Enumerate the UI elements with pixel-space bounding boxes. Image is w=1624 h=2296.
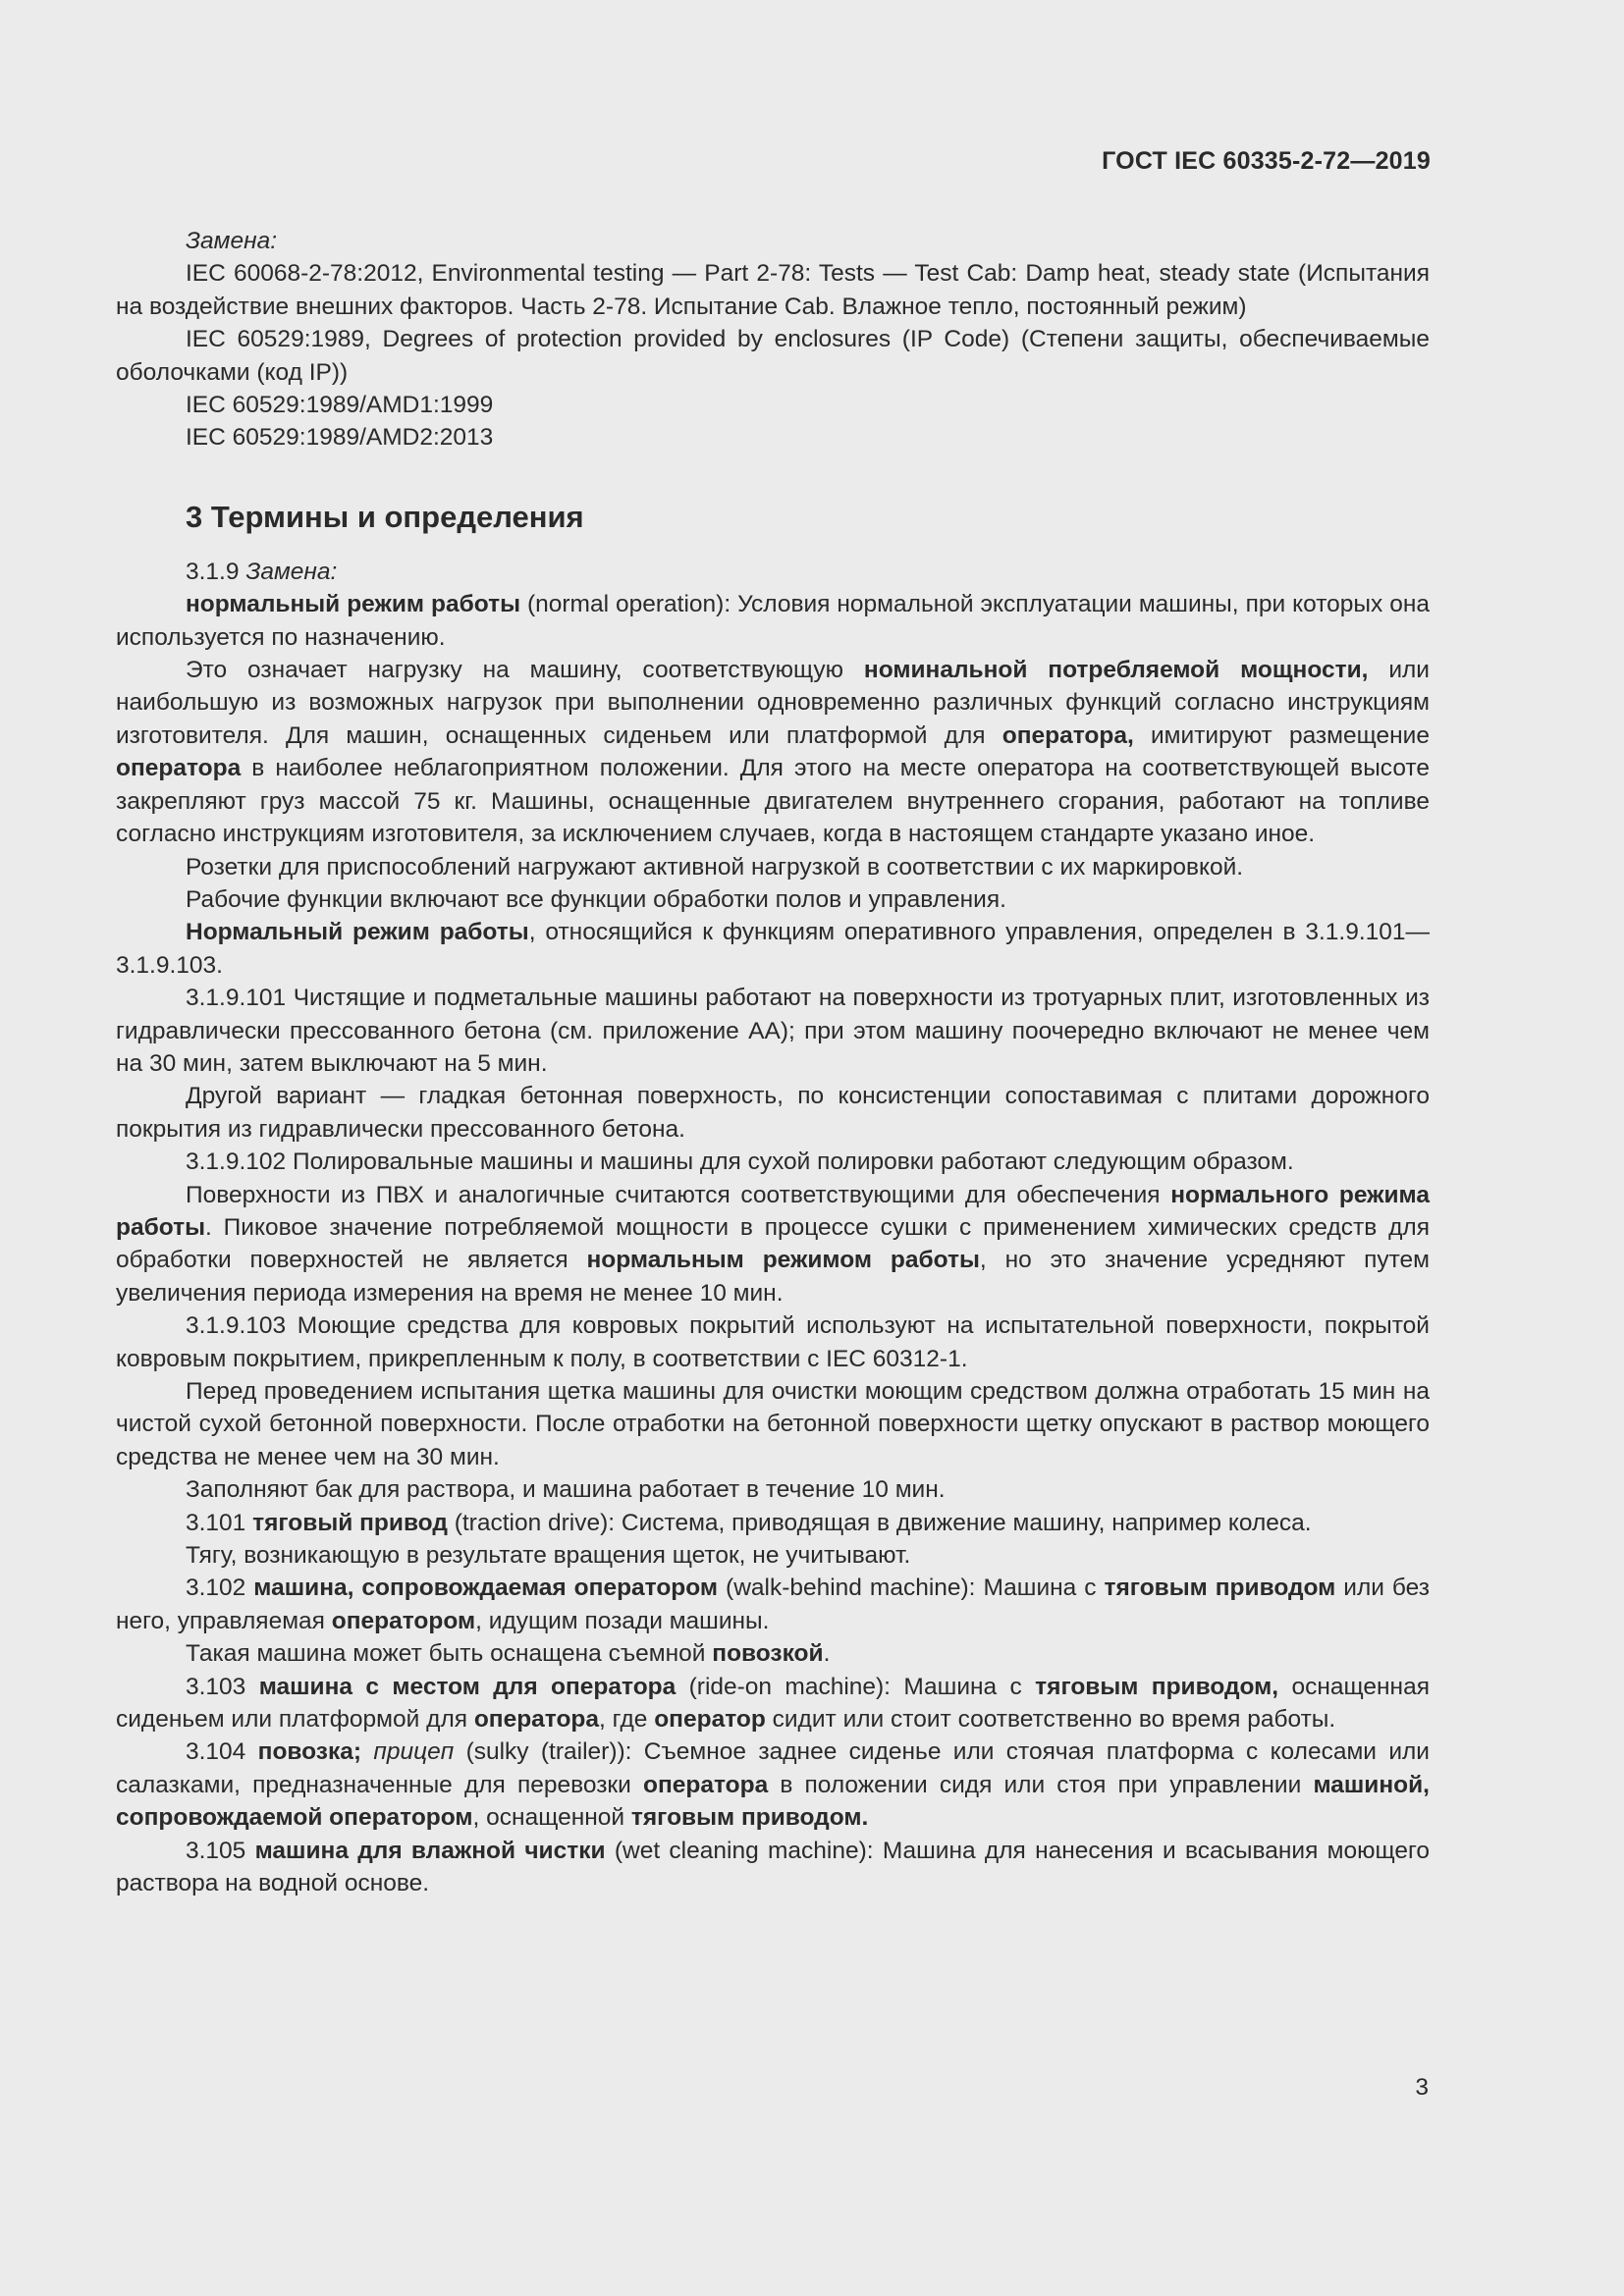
body-paragraph <box>116 1507 1430 1539</box>
text-run: или без него, управляемая <box>116 1575 1430 1634</box>
text-run: (ride-on machine): Машина с <box>676 1673 1036 1700</box>
defined-term: нормальный режим работы <box>186 591 521 618</box>
text-run: Заполняют бак для раствора, и машина работает в течение 10 мин. <box>186 1476 946 1504</box>
text-run: в наиболее неблагоприятном положении. Для этого на месте оператора на соответствующей высоте закрепляют груз массой 75 кг. Машины, оснащенные двигателем внутреннего сгорания, работают на топливе согласно инструкциям изготовителя, за исключением случаев, когда в настоящем стандарте указано иное. <box>116 755 1430 848</box>
text-run: Розетки для приспособлений нагружают активной нагрузкой в соответствии с их маркировкой. <box>186 853 1244 881</box>
body-paragraph <box>116 1539 1430 1572</box>
body-paragraph <box>116 556 1430 588</box>
text-run: Поверхности из ПВХ и аналогичные считаются соответствующими для обеспечения <box>186 1181 1171 1208</box>
body-paragraph <box>116 1080 1430 1146</box>
replacement-item: IEC 60068-2-78:2012, Environmental testing — Part 2-78: Tests — Test Cab: Damp heat, steady state (Испытания на воздействие внешних факторов. Часть 2-78. Испытание Cab. Влажное тепло, постоянный режим) <box>116 260 1430 320</box>
body-paragraph <box>116 1835 1430 1900</box>
text-run: , оснащенной <box>472 1804 631 1832</box>
body-paragraph <box>116 1146 1430 1178</box>
section-heading: 3 Термины и определения <box>186 499 584 534</box>
text-run: , где <box>599 1706 655 1734</box>
defined-term: повозка; <box>257 1738 362 1766</box>
text-run: Это означает нагрузку на машину, соответствующую <box>186 657 864 684</box>
defined-term: оператором <box>331 1607 476 1634</box>
text-run: 3.105 <box>186 1837 255 1864</box>
text-run: в положении сидя или стоя при управлении <box>768 1771 1314 1798</box>
body-paragraph <box>116 916 1430 982</box>
body-paragraph <box>116 1637 1430 1670</box>
body-paragraph <box>116 1179 1430 1310</box>
text-run: (wet cleaning machine): Машина для нанесения и всасывания моющего раствора на водной основе. <box>116 1837 1430 1897</box>
text-run: , идущим позади машины. <box>475 1607 770 1634</box>
text-run: . <box>823 1640 831 1668</box>
defined-term: оператора <box>473 1706 600 1734</box>
replacement-item: IEC 60529:1989/AMD1:1999 <box>186 392 494 419</box>
body-paragraph <box>116 1572 1430 1637</box>
defined-term: номинальной потребляемой мощности, <box>863 657 1369 684</box>
text-run: Тягу, возникающую в результате вращения щеток, не учитывают. <box>186 1542 911 1570</box>
defined-term: нормального режима работы <box>116 1181 1430 1241</box>
text-run: Такая машина может быть оснащена съемной <box>186 1640 713 1668</box>
text-run: . Пиковое значение потребляемой мощности в процессе сушки с применением химических средств для обработки поверхностей не является <box>116 1213 1430 1274</box>
defined-term: нормальным режимом работы <box>586 1247 980 1274</box>
text-run: оснащенная сиденьем или платформой для <box>116 1673 1430 1734</box>
defined-term: тяговым приводом. <box>630 1804 869 1832</box>
defined-term: тяговым приводом, <box>1035 1673 1279 1700</box>
text-run: 3.101 <box>186 1509 253 1536</box>
text-run: 3.1.9.102 Полировальные машины и машины для сухой полировки работают следующим образом. <box>186 1148 1294 1176</box>
document-header: ГОСТ IEC 60335-2-72—2019 <box>1102 147 1431 175</box>
text-run: 3.1.9.103 Моющие средства для ковровых покрытий используют на испытательной поверхности, покрытой ковровым покрытием, прикрепленным к полу, в соответствии с IEC 60312-1. <box>116 1312 1430 1372</box>
replacement-item: IEC 60529:1989/AMD2:2013 <box>186 424 494 452</box>
body-paragraph <box>116 851 1430 883</box>
body-paragraph <box>116 654 1430 850</box>
defined-term: машиной, сопровождаемой оператором <box>116 1771 1430 1832</box>
defined-term: оператора, <box>1001 721 1134 749</box>
text-run <box>361 1738 373 1765</box>
text-run: Другой вариант — гладкая бетонная поверхность, по консистенции сопоставимая с плитами дорожного покрытия из гидравлически прессованного бетона. <box>116 1083 1430 1143</box>
page-body <box>116 225 1430 1900</box>
text-run: (normal operation): Условия нормальной эксплуатации машины, при которых она используется по назначению. <box>116 591 1431 651</box>
replacement-item: IEC 60529:1989, Degrees of protection provided by enclosures (IP Code) (Степени защиты, обеспечиваемые оболочками (код IP)) <box>116 326 1430 386</box>
definitions-list <box>116 556 1430 1900</box>
defined-term: тяговым приводом <box>1104 1575 1336 1602</box>
body-paragraph <box>116 883 1430 916</box>
body-paragraph <box>116 1671 1430 1736</box>
text-run: , но это значение усредняют путем увеличения периода измерения на время не менее 10 мин. <box>116 1247 1431 1307</box>
text-run: 3.1.9.101 Чистящие и подметальные машины работают на поверхности из тротуарных плит, изготовленных из гидравлически прессованного бетона (см. приложение АА); при этом машину поочередно включают не менее чем на 30 мин, затем выключают на 5 мин. <box>116 985 1430 1077</box>
defined-term: оператора <box>642 1771 769 1798</box>
text-run: 3.104 <box>186 1738 258 1766</box>
text-run: , относящийся к функциям оперативного управления, определен в 3.1.9.101—3.1.9.103. <box>116 919 1431 979</box>
body-paragraph <box>116 1375 1430 1473</box>
italic-text: Замена: <box>245 558 338 585</box>
text-run: 3.1.9 <box>186 558 246 585</box>
body-paragraph <box>116 982 1430 1080</box>
text-run: (walk-behind machine): Машина с <box>718 1575 1105 1602</box>
body-paragraph <box>116 1309 1430 1375</box>
page-number: 3 <box>1415 2074 1429 2101</box>
defined-term: оператор <box>654 1706 766 1734</box>
defined-term: Нормальный режим работы <box>186 919 529 946</box>
body-paragraph <box>116 588 1430 654</box>
defined-term: тяговый привод <box>252 1509 448 1536</box>
text-run: (traction drive): Система, приводящая в движение машину, например колеса. <box>447 1509 1312 1536</box>
defined-term: повозкой <box>712 1640 824 1668</box>
text-run: 3.103 <box>186 1673 259 1700</box>
replacement-label: Замена: <box>186 228 277 254</box>
text-run: 3.102 <box>186 1575 254 1602</box>
text-run: сидит или стоит соответственно во время работы. <box>765 1706 1336 1734</box>
defined-term: машина, сопровождаемая оператором <box>253 1575 719 1602</box>
body-paragraph <box>116 1735 1430 1834</box>
body-paragraph <box>116 1473 1430 1506</box>
replacement-list <box>116 257 1430 454</box>
defined-term: оператора <box>116 755 242 782</box>
text-run: Перед проведением испытания щетка машины для очистки моющим средством должна отработать 15 мин на чистой сухой бетонной поверхности. После отработки на бетонной поверхности щетку опускают в раствор моющего средства не менее чем на 30 мин. <box>116 1378 1430 1470</box>
text-run: (sulky (trailer)): Съемное заднее сиденье или стоячая платформа с колесами или салазками, предназначенные для перевозки <box>116 1738 1430 1798</box>
text-run: имитируют размещение <box>1133 721 1430 749</box>
defined-term: машина с местом для оператора <box>258 1673 677 1700</box>
italic-text: прицеп <box>373 1738 455 1766</box>
text-run: или наибольшую из возможных нагрузок при выполнении одновременно различных функций согласно инструкциям изготовителя. Для машин, оснащенных сиденьем или платформой для <box>116 657 1430 749</box>
text-run: Рабочие функции включают все функции обработки полов и управления. <box>186 885 1006 913</box>
defined-term: машина для влажной чистки <box>254 1837 606 1864</box>
